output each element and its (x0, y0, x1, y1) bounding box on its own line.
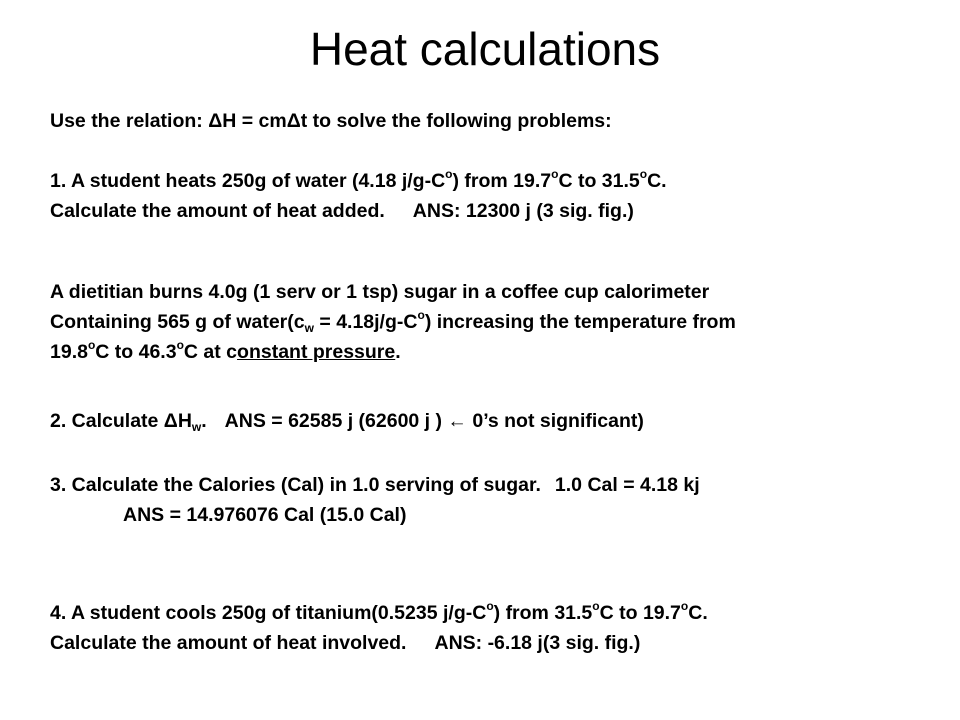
problem-2-text-b: . (201, 410, 207, 432)
scenario-degree-3: o (176, 338, 184, 352)
problem-2-answer: ANS = 62585 j (62600 j ) ← 0’s not significant) (224, 410, 644, 432)
problem-4-degree-2: o (592, 599, 600, 613)
scenario-line-3 (50, 337, 736, 367)
scenario-line-2 (50, 307, 736, 337)
problem-1-degree-1: o (445, 167, 453, 181)
scenario-text-c: ) increasing the temperature from (424, 311, 736, 333)
problem-4-degree-1: o (486, 599, 494, 613)
scenario-subscript-w: w (304, 321, 314, 335)
problem-3-answer: ANS = 14.976076 Cal (15.0 Cal) (123, 504, 407, 526)
problem-2-line (50, 406, 644, 436)
problem-4-answer: ANS: -6.18 j(3 sig. fig.) (434, 632, 641, 654)
problem-4-question: Calculate the amount of heat involved. (50, 632, 407, 654)
problem-4-line-1 (50, 598, 708, 628)
intro-line: Use the relation: ΔH = cmΔt to solve the following problems: (50, 110, 612, 132)
problem-1-text-c: C to 31.5 (558, 170, 640, 192)
problem-1-question: Calculate the amount of heat added. (50, 200, 385, 222)
page-title: Heat calculations (309, 23, 661, 75)
scenario-degree-1: o (417, 308, 425, 322)
scenario-line-1: A dietitian burns 4.0g (1 serv or 1 tsp) sugar in a coffee cup calorimeter (50, 281, 710, 303)
problem-2-subscript-w: w (191, 420, 202, 434)
problem-1-degree-2: o (551, 167, 559, 181)
scenario-block (50, 277, 736, 367)
problem-1-text-a: 1. A student heats 250g of water (4.18 j/g-C (50, 170, 446, 192)
problem-1-line-1 (50, 166, 667, 196)
problem-4-text-c: C to 19.7 (599, 602, 681, 624)
scenario-degree-2: o (87, 338, 96, 352)
problem-1-text-b: ) from 19.7 (452, 170, 552, 192)
problem-1-text-d: C. (647, 170, 667, 192)
problem-4-degree-3: o (680, 599, 689, 613)
scenario-text-g: . (395, 341, 401, 363)
problem-3-block (50, 470, 700, 530)
problem-2-text-a: 2. Calculate ΔH (50, 410, 192, 432)
scenario-underlined-text: onstant pressure (237, 341, 396, 363)
scenario-text-b: = 4.18j/g-C (313, 311, 418, 333)
problem-1-degree-3: o (639, 167, 648, 181)
problem-4-text-d: C. (688, 602, 708, 624)
scenario-text-d: 19.8 (50, 341, 88, 363)
problem-4-line-2 (50, 628, 708, 658)
scenario-text-e: C to 46.3 (95, 341, 177, 363)
problem-3-line-1 (50, 470, 700, 500)
problem-3-conversion: 1.0 Cal = 4.18 kj (554, 474, 700, 496)
problem-3-question: 3. Calculate the Calories (Cal) in 1.0 serving of sugar. (50, 474, 541, 496)
problem-1-answer: ANS: 12300 j (3 sig. fig.) (412, 200, 634, 222)
problem-2-block (50, 406, 644, 436)
problem-1-line-2 (50, 196, 667, 226)
problem-4-block (50, 598, 708, 658)
intro-block (50, 106, 667, 226)
problem-4-text-b: ) from 31.5 (493, 602, 593, 624)
problem-4-text-a: 4. A student cools 250g of titanium(0.5235 j/g-C (50, 602, 487, 624)
scenario-text-a: Containing 565 g of water(c (50, 311, 305, 333)
scenario-text-f: C at c (183, 341, 238, 363)
